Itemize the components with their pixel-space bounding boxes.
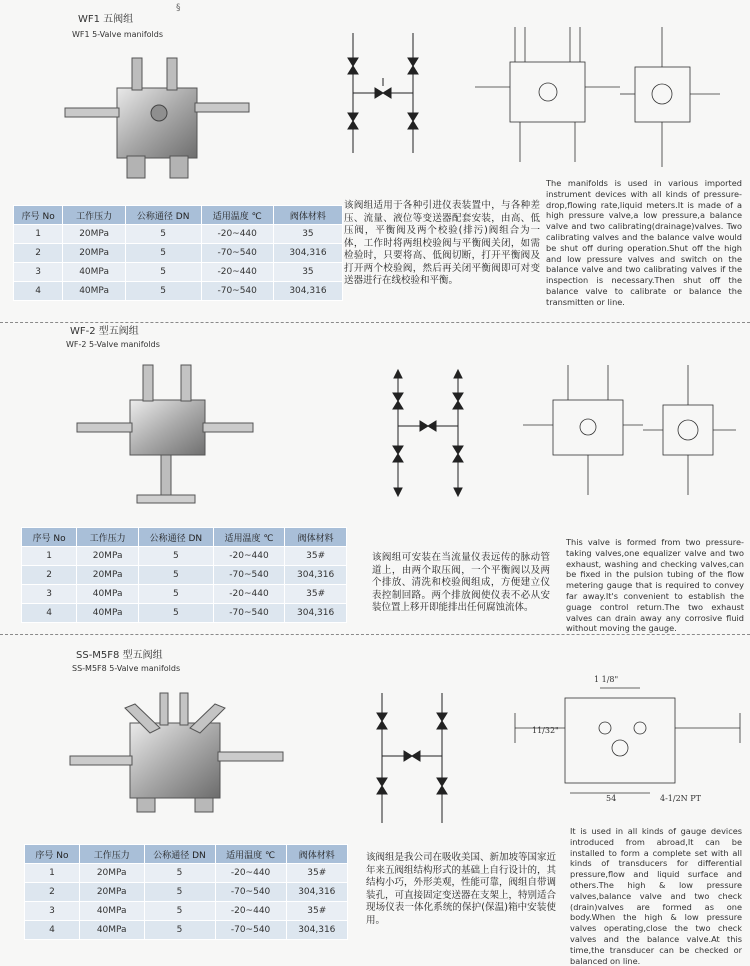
header-pressure: 工作压力 [63,206,126,225]
cell: 35 [273,263,342,282]
section-divider [0,322,750,323]
wf1-dimension-drawing [470,22,740,172]
cell: 3 [22,585,77,604]
table-row [25,864,348,883]
ss-m5f8-product-photo [65,678,290,818]
cell: -70~540 [201,244,273,263]
wf2-valve-schematic [380,368,480,498]
header-temp: 适用温度 ℃ [213,528,285,547]
section-3-cn-description: 该阀组是我公司在吸收美国、新加坡等国家近年来五阀组结构形式的基础上自行设计的，其结构小巧，外形美观，性能可靠，阀组自带调装孔，可直接固定变送器在支架上，特别适合现场仪表一体化系统的保护(保温)箱中安装使用。 [366,852,557,926]
cell: 40MPa [63,282,126,301]
cell: -70~540 [213,604,285,623]
cell: 2 [22,566,77,585]
wf2-dimension-drawing [518,360,740,500]
section-3-en-description: It is used in all kinds of gauge devices introduced from abroad,It can be installed to form a complete set with all kinds of transducers for differential pressure,flow and liquid surface and others.The high & low pressure valves,balance valve and two check (drain)valves are formed as one body.When the high & low pressure valves operating,close the two check valves and the balance valve.At this time,the transducer can be checked or balanced on line. [570,826,742,966]
corner-mark-icon: § [176,3,181,13]
cell: 1 [14,225,63,244]
cell: 35# [285,547,347,566]
cell: 4 [25,921,80,940]
header-no: 序号 No [14,206,63,225]
header-material: 阀体材料 [273,206,342,225]
cell: 35# [286,864,347,883]
table-header-row [14,206,343,225]
cell: 5 [125,225,201,244]
cell: 3 [25,902,80,921]
cell: 35# [285,585,347,604]
cell: -70~540 [215,883,286,902]
cell: 20MPa [63,225,126,244]
cell: 20MPa [77,566,139,585]
cell: 4 [14,282,63,301]
cell: -20~440 [215,902,286,921]
cell: 40MPa [79,921,144,940]
cell: 20MPa [63,244,126,263]
cell: 5 [139,547,214,566]
cell: 5 [144,921,215,940]
cell: 40MPa [63,263,126,282]
header-no: 序号 No [25,845,80,864]
cell: 304,316 [286,921,347,940]
cell: 40MPa [77,604,139,623]
header-temp: 适用温度 ℃ [201,206,273,225]
cell: -20~440 [201,263,273,282]
wf1-valve-schematic [338,28,438,158]
section-divider [0,634,750,635]
ss-m5f8-valve-schematic [360,688,470,828]
cell: 35 [273,225,342,244]
cell: 20MPa [77,547,139,566]
ss-m5f8-dimension-drawing [510,668,745,813]
cell: 304,316 [285,566,347,585]
table-row [14,282,343,301]
table-row [14,225,343,244]
cell: 5 [139,604,214,623]
header-temp: 适用温度 ℃ [215,845,286,864]
cell: -70~540 [201,282,273,301]
table-row [25,883,348,902]
cell: -20~440 [215,864,286,883]
header-no: 序号 No [22,528,77,547]
spec-table-ss-m5f8 [24,844,348,940]
section-2-cn-description: 该阀组可安装在当流量仪表远传的脉动管道上，由两个取压阀，一个平衡阀以及两个排放、清洗和校验阀组成，方便建立仪表控制回路。两个排放阀使仪表不必从安装位置上移开即能排出任何腐蚀流体。 [372,552,550,613]
cell: 5 [144,902,215,921]
cell: -20~440 [201,225,273,244]
cell: 4 [22,604,77,623]
header-dn: 公称通径 DN [139,528,214,547]
cell: 304,316 [285,604,347,623]
cell: 1 [22,547,77,566]
table-row [14,263,343,282]
cell: 40MPa [79,902,144,921]
cell: 2 [14,244,63,263]
cell: -20~440 [213,547,285,566]
header-material: 阀体材料 [286,845,347,864]
wf1-product-photo [62,48,252,198]
dim-label-4: 4-1/2N PT [660,794,701,803]
dim-label-1: 1 1/8" [594,675,619,684]
cell: 35# [286,902,347,921]
table-header-row [22,528,347,547]
section-1-subtitle: WF1 5-Valve manifolds [72,30,163,39]
cell: -20~440 [213,585,285,604]
table-row [25,902,348,921]
section-1-cn-description: 该阀组适用于各种引进仪表装置中，与各种差压、流量、液位等变送器配套安装，由高、低压阀，平衡阀及两个校验(排污)阀组合为一体，工作时将两组校验阀与平衡阀关闭，如需检验时，只要将高、低阀切断，打开平衡阀及打开两个校验阀，然后再关闭平衡阀即可对变送器进行在线校验和平衡。 [344,200,540,286]
cell: 304,316 [273,282,342,301]
cell: 40MPa [77,585,139,604]
table-header-row [25,845,348,864]
section-1-en-description: The manifolds is used in various imported instrument devices with all kinds of pressure-drop,flowing rate,liquid meters.It is made of a high pressure valve,a low pressure,a balance valve and two calibrating(drainage)valves. Two calibrating valves and the balance valve would be shut off during operation.Shut off the high and low pressure valves and switch on the balance valve and two calibrating valves if the inspection is necessary.Then shut off the balance valve to calibrate or balance the transmitten or line. [546,178,742,307]
section-1-title: WF1 五阀组 [78,14,134,25]
cell: 2 [25,883,80,902]
cell: 5 [125,282,201,301]
cell: 1 [25,864,80,883]
spec-table-wf2 [21,527,347,623]
section-3-subtitle: SS-M5F8 5-Valve manifolds [72,664,181,673]
cell: -70~540 [215,921,286,940]
cell: 5 [125,244,201,263]
cell: -70~540 [213,566,285,585]
cell: 5 [139,585,214,604]
table-row [22,566,347,585]
cell: 20MPa [79,864,144,883]
cell: 3 [14,263,63,282]
section-3-title: SS-M5F8 型五阀组 [76,650,163,661]
cell: 304,316 [273,244,342,263]
header-pressure: 工作压力 [77,528,139,547]
table-row [22,547,347,566]
spec-table-wf1 [13,205,343,301]
cell: 5 [139,566,214,585]
dim-label-2: 11/32" [532,726,559,735]
cell: 5 [144,883,215,902]
header-dn: 公称通径 DN [125,206,201,225]
header-dn: 公称通径 DN [144,845,215,864]
table-row [14,244,343,263]
cell: 5 [125,263,201,282]
section-2-subtitle: WF-2 5-Valve manifolds [66,340,160,349]
dim-label-3: 54 [606,794,617,803]
table-row [22,604,347,623]
wf2-product-photo [75,355,255,510]
cell: 5 [144,864,215,883]
table-row [25,921,348,940]
cell: 20MPa [79,883,144,902]
cell: 304,316 [286,883,347,902]
header-pressure: 工作压力 [79,845,144,864]
header-material: 阀体材料 [285,528,347,547]
table-row [22,585,347,604]
section-2-en-description: This valve is formed from two pressure-taking valves,one equalizer valve and two exhaust, washing and checking valves,can be fixed in the pulsion tubing of the flow metering gauge that is required to convey far away.It's convenient to establish the guage control return.The two exhaust valves can drain away any corrosive fluid without moving the gauge. [566,537,744,634]
section-2-title: WF-2 型五阀组 [70,326,139,337]
